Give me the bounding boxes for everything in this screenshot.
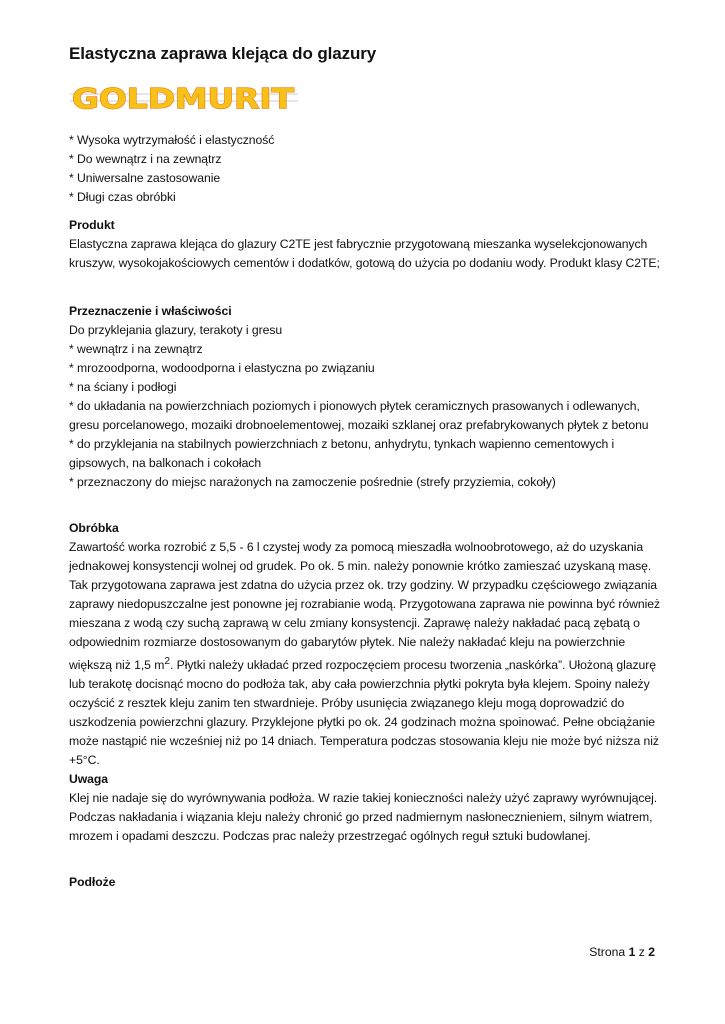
logo-wordmark: GOLDMURIT <box>72 82 294 111</box>
obrobka-text-part-1: Zawartość worka rozrobić z 5,5 - 6 l czystej wody za pomocą mieszadła wolnoobrotowego, aż do uzyskania jednakowej konsystencji wolnej od grudek. Po ok. 5 min. należy ponownie krótko zamieszać uzyskaną masę. Tak przygotowana zaprawa jest zdatna do użycia przez ok. trzy godziny. W przypadku częściowego związania zaprawy niedopuszczalne jest ponowne jej rozrabianie wodą. Przygotowana zaprawa nie powinna być również mieszana z wodą czy suchą zaprawą w celu zmiany konsystencji. Zaprawę należy nakładać pacą zębatą o odpowiednim rozmiarze dostosowanym do gabarytów płytek. Nie należy nakładać kleju na powierzchnie większą niż 1,5 m <box>69 540 661 673</box>
section-przeznaczenie <box>69 302 661 492</box>
section-obrobka <box>69 519 661 770</box>
spacer <box>69 846 661 873</box>
page-label: Strona <box>589 945 626 959</box>
section-intro-przeznaczenie: Do przyklejania glazury, terakoty i gresu <box>69 323 283 337</box>
obrobka-text-part-2: . Płytki należy układać przed rozpoczęciem procesu tworzenia „naskórka”. Ułożoną glazurę lub terakotę docisnąć mocno do podłoża tak, aby cała powierzchnia płytki pokryta była klejem. Spoiny należy oczyścić z resztek kleju zanim ten stwardnieje. Próby usunięcia związanego kleju mogą doprowadzić do uszkodzenia powierzchni glazury. Przyklejone płytki po ok. 24 godzinach można spoinować. Pełne obciążanie może nastąpić nie wcześniej niż po 14 dniach. Temperatura podczas stosowania kleju nie może być niższa niż +5°C. <box>69 658 659 768</box>
section-produkt <box>69 216 661 273</box>
spacer <box>69 492 661 519</box>
property-item: * do układania na powierzchniach poziomych i pionowych płytek ceramicznych prasowanych i odlewanych, gresu porcelanowego, mozaiki drobnoelementowej, mozaiki szklanej oraz prefabrykowanych płytek z betonu <box>69 399 649 432</box>
feature-item: * Wysoka wytrzymałość i elastyczność <box>69 133 275 147</box>
property-item: * przeznaczony do miejsc narażonych na zamoczenie pośrednie (strefy przyziemia, cokoły) <box>69 475 556 489</box>
section-text-obrobka <box>69 538 661 770</box>
page-separator: z <box>638 945 645 959</box>
section-podloze <box>69 873 661 892</box>
spacer <box>69 207 661 216</box>
section-text-produkt: Elastyczna zaprawa klejąca do glazury C2TE jest fabrycznie przygotowaną mieszanka wyselekcjonowanych kruszyw, wysokojakościowych cementów i dodatków, gotową do użycia po dodaniu wody. Produkt klasy C2TE; <box>69 237 660 270</box>
property-item: * wewnątrz i na zewnątrz <box>69 342 203 356</box>
section-uwaga <box>69 770 661 846</box>
property-list <box>69 340 661 492</box>
feature-item: * Długi czas obróbki <box>69 190 176 204</box>
page-footer <box>589 945 655 959</box>
brand-logo <box>70 82 298 111</box>
section-heading-uwaga: Uwaga <box>69 772 109 787</box>
section-heading-przeznaczenie: Przeznaczenie i właściwości <box>69 304 232 318</box>
section-text-uwaga: Klej nie nadaje się do wyrównywania podłoża. W razie takiej konieczności należy użyć zaprawy wyrównującej. Podczas nakładania i wiązania kleju należy chronić go przed nadmiernym nasłonecznieniem, silnym wiatrem, mrozem i opadami deszczu. Podczas prac należy przestrzegać ogólnych reguł sztuki budowlanej. <box>69 791 658 844</box>
section-heading-obrobka: Obróbka <box>69 521 119 535</box>
section-heading-produkt: Produkt <box>69 218 115 232</box>
document-title: Elastyczna zaprawa klejąca do glazury <box>69 44 377 63</box>
property-item: * do przyklejania na stabilnych powierzchniach z betonu, anhydrytu, tynkach wapienno cementowych i gipsowych, na balkonach i cokołach <box>69 437 615 470</box>
property-item: * na ściany i podłogi <box>69 380 177 394</box>
page-current: 1 <box>628 945 636 959</box>
section-heading-podloze: Podłoże <box>69 875 116 890</box>
feature-list <box>69 131 661 207</box>
property-item: * mrozoodporna, wodoodporna i elastyczna po związaniu <box>69 361 375 375</box>
document-body <box>69 131 661 892</box>
spacer <box>69 273 661 302</box>
feature-item: * Do wewnątrz i na zewnątrz <box>69 152 222 166</box>
feature-item: * Uniwersalne zastosowanie <box>69 171 221 185</box>
superscript-2: 2 <box>164 656 170 667</box>
page-total: 2 <box>648 945 655 959</box>
